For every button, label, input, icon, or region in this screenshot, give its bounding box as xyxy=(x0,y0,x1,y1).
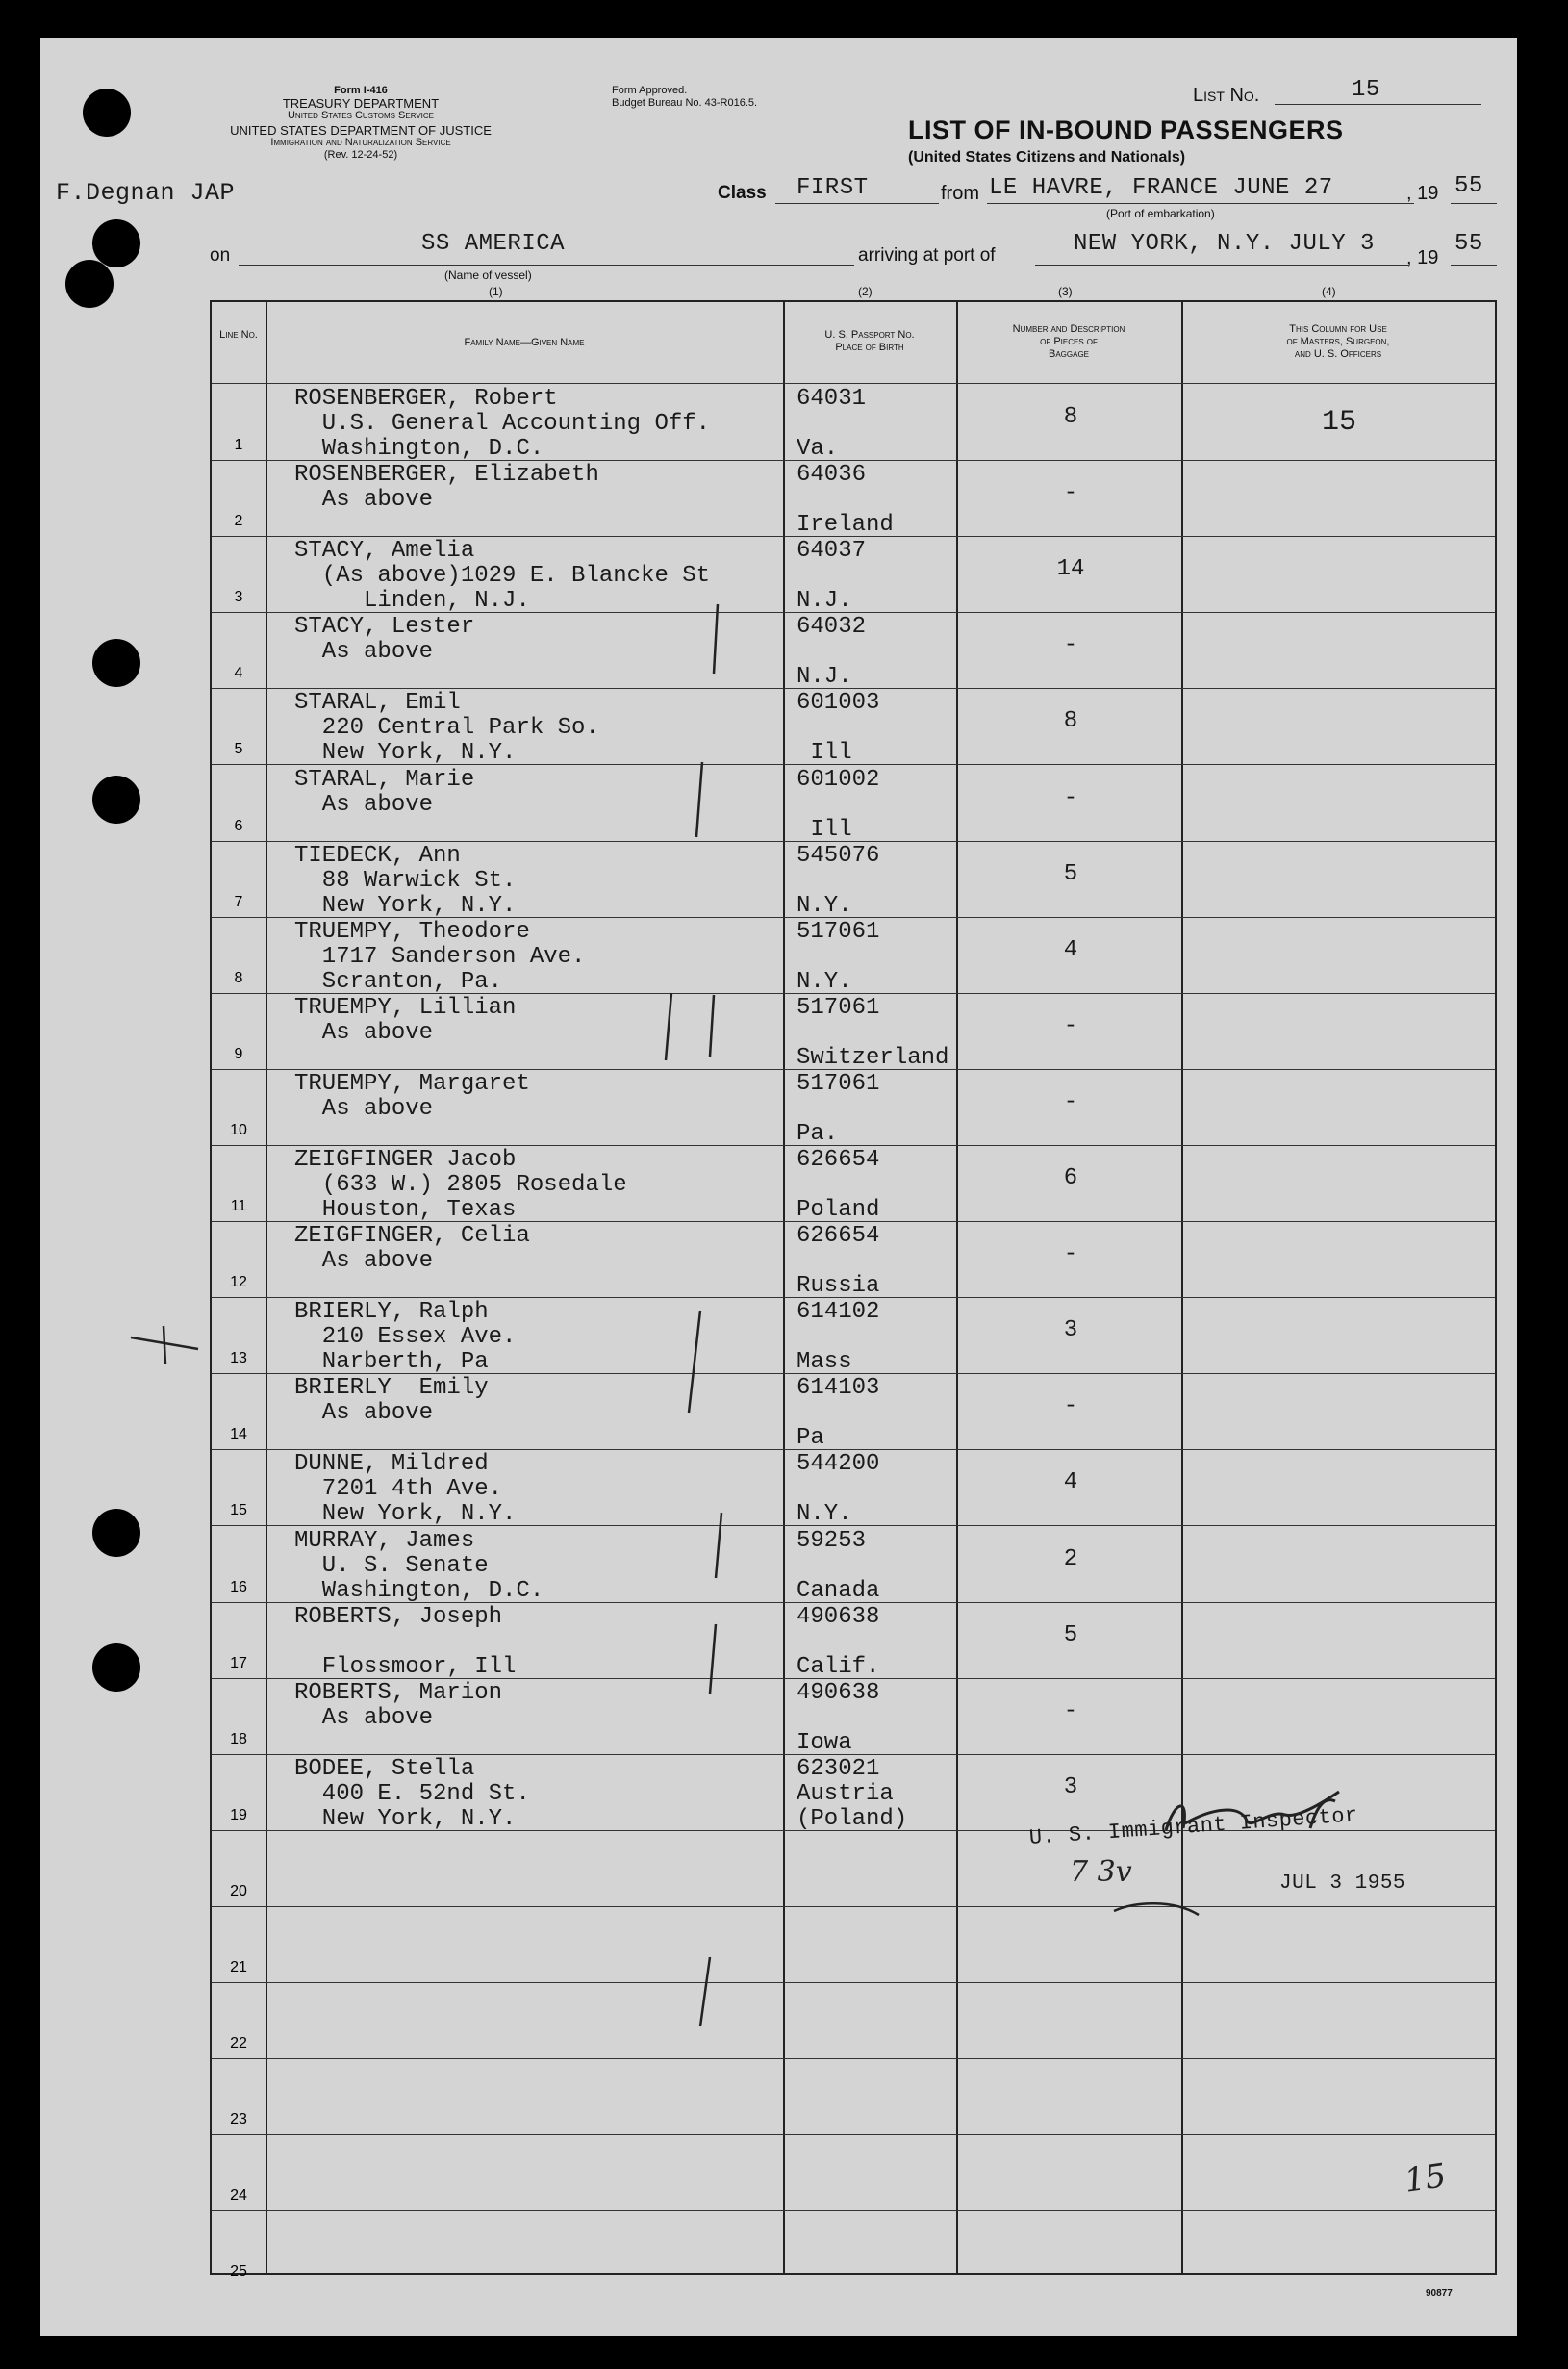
passport-number: 614103 xyxy=(797,1375,880,1402)
address-line: Scranton, Pa. xyxy=(294,968,503,995)
port-caption: (Port of embarkation) xyxy=(1106,207,1215,220)
passenger-name: TIEDECK, Ann xyxy=(294,842,461,869)
passenger-name: ROBERTS, Marion xyxy=(294,1679,503,1706)
address-line: As above xyxy=(294,1019,434,1046)
place-of-birth: Pa xyxy=(797,1425,824,1452)
passenger-name: BODEE, Stella xyxy=(294,1755,475,1782)
line-number: 23 xyxy=(230,2111,247,2128)
line-number: 1 xyxy=(234,437,243,453)
address-line: Narberth, Pa xyxy=(294,1349,489,1376)
form-approved: Form Approved. xyxy=(612,85,688,96)
inspector-signature xyxy=(1166,1792,1339,1830)
place-of-birth: Canada xyxy=(797,1577,880,1604)
place-of-birth: Ireland xyxy=(797,512,894,539)
address-line: 1717 Sanderson Ave. xyxy=(294,943,586,970)
passenger-name: STARAL, Marie xyxy=(294,766,475,793)
line-number: 13 xyxy=(230,1350,247,1367)
officer-use: 15 xyxy=(1321,406,1356,439)
address-line: (633 W.) 2805 Rosedale xyxy=(294,1172,627,1198)
header-officer-use: This Column for Use of Masters, Surgeon, and U. S. Officers xyxy=(1286,323,1390,360)
address-line: 7201 4th Ave. xyxy=(294,1476,503,1503)
baggage-count: 6 xyxy=(1063,1165,1078,1191)
treasury-label: TREASURY DEPARTMENT xyxy=(282,96,440,111)
inspection-date-stamp: JUL 3 1955 xyxy=(1279,1872,1406,1895)
column-number-3: (3) xyxy=(1058,285,1073,298)
address-line: New York, N.Y. xyxy=(294,892,517,919)
passenger-name: STACY, Lester xyxy=(294,614,475,641)
passport-number: 490638 xyxy=(797,1603,880,1630)
customs-label: United States Customs Service xyxy=(287,110,435,121)
place-of-birth: N.J. xyxy=(797,664,852,691)
line-number: 11 xyxy=(230,1198,247,1214)
address-line: 220 Central Park So. xyxy=(294,715,599,742)
passenger-name: ZEIGFINGER Jacob xyxy=(294,1147,517,1173)
line-number: 2 xyxy=(234,513,243,530)
baggage-count: - xyxy=(1063,1012,1078,1039)
class-value: FIRST xyxy=(797,175,869,201)
passport-number: 64032 xyxy=(797,614,867,641)
address-line: U.S. General Accounting Off. xyxy=(294,411,711,437)
address-line: Flossmoor, Ill xyxy=(294,1653,517,1680)
year-prefix-1: , 19 xyxy=(1406,183,1439,204)
place-of-birth: Mass xyxy=(797,1349,852,1376)
line-number: 21 xyxy=(230,1959,247,1975)
baggage-count: - xyxy=(1063,480,1078,507)
address-line: New York, N.Y. xyxy=(294,740,517,767)
column-number-1: (1) xyxy=(489,285,503,298)
address-line: As above xyxy=(294,639,434,666)
line-number: 5 xyxy=(234,741,243,758)
tick-marks xyxy=(666,604,721,2026)
address-line: As above xyxy=(294,1248,434,1275)
address-line: As above xyxy=(294,791,434,818)
tally-mark: 15 xyxy=(1402,2156,1449,2201)
line-number: 24 xyxy=(230,2187,247,2204)
address-line: As above xyxy=(294,1704,434,1731)
baggage-count: - xyxy=(1063,1241,1078,1268)
address-line: As above xyxy=(294,1400,434,1427)
passport-number: 490638 xyxy=(797,1679,880,1706)
passport-number: 614102 xyxy=(797,1299,880,1326)
line-number: 25 xyxy=(230,2263,247,2280)
baggage-count: 5 xyxy=(1063,860,1078,887)
address-line: 400 E. 52nd St. xyxy=(294,1780,530,1807)
passport-number: 626654 xyxy=(797,1147,880,1173)
justice-label: UNITED STATES DEPARTMENT OF JUSTICE xyxy=(230,123,492,138)
baggage-count: 8 xyxy=(1063,708,1078,735)
vessel-name: SS AMERICA xyxy=(421,231,566,257)
header-passport: U. S. Passport No. Place of Birth xyxy=(824,329,915,353)
year-1: 55 xyxy=(1454,173,1483,199)
passport-number: 517061 xyxy=(797,994,880,1021)
passport-number: 623021 xyxy=(797,1755,880,1782)
baggage-count: 4 xyxy=(1063,1469,1078,1496)
line-number: 22 xyxy=(230,2035,247,2052)
line-number: 19 xyxy=(230,1806,247,1823)
address-line: New York, N.Y. xyxy=(294,1501,517,1528)
passenger-name: STARAL, Emil xyxy=(294,690,461,717)
baggage-count: - xyxy=(1063,632,1078,659)
line-number: 6 xyxy=(234,817,243,834)
inspector-title: U. S. Immigrant Inspector xyxy=(1028,1803,1359,1850)
column-number-2: (2) xyxy=(858,285,873,298)
header-line-no: Line No. xyxy=(219,329,258,341)
baggage-count: - xyxy=(1063,784,1078,811)
place-of-birth: N.J. xyxy=(797,588,852,615)
place-of-birth: N.Y. xyxy=(797,1501,852,1528)
line-number: 20 xyxy=(230,1882,247,1899)
address-line: Houston, Texas xyxy=(294,1197,517,1223)
baggage-count: - xyxy=(1063,1393,1078,1420)
passenger-name: BRIERLY, Ralph xyxy=(294,1299,489,1326)
passenger-name: TRUEMPY, Margaret xyxy=(294,1070,530,1097)
place-of-birth: N.Y. xyxy=(797,968,852,995)
passport-number: 517061 xyxy=(797,1070,880,1097)
year-2: 55 xyxy=(1454,231,1483,257)
line-number: 7 xyxy=(234,893,243,910)
baggage-count: 3 xyxy=(1063,1317,1078,1344)
passport-number: 626654 xyxy=(797,1223,880,1250)
passport-number: 545076 xyxy=(797,842,880,869)
address-line: 210 Essex Ave. xyxy=(294,1324,517,1351)
header-name: Family Name—Given Name xyxy=(464,337,585,348)
line-number: 3 xyxy=(234,589,243,606)
header-baggage: Number and Description of Pieces of Baggage xyxy=(1012,323,1125,360)
passenger-name: MURRAY, James xyxy=(294,1527,475,1554)
arrival-port: NEW YORK, N.Y. JULY 3 xyxy=(1074,231,1375,257)
place-of-birth: Va. xyxy=(797,436,839,462)
passport-number: 601002 xyxy=(797,766,880,793)
arriving-label: arriving at port of xyxy=(858,245,996,266)
baggage-count: 3 xyxy=(1063,1773,1078,1800)
address-line: As above xyxy=(294,487,434,514)
note-underline xyxy=(1114,1903,1199,1915)
class-label: Class xyxy=(718,183,767,203)
from-label: from xyxy=(941,183,979,204)
passenger-name: ROSENBERGER, Robert xyxy=(294,386,558,412)
address-line: Linden, N.J. xyxy=(294,588,530,615)
address-line: As above xyxy=(294,1095,434,1122)
passport-number: 59253 xyxy=(797,1527,867,1554)
place-of-birth: Russia xyxy=(797,1273,880,1300)
place-of-birth: (Poland) xyxy=(797,1805,908,1832)
place-of-birth: Iowa xyxy=(797,1729,852,1756)
passenger-name: TRUEMPY, Theodore xyxy=(294,918,530,945)
vessel-caption: (Name of vessel) xyxy=(444,268,532,282)
address-line: U. S. Senate xyxy=(294,1552,489,1579)
passport-number: 517061 xyxy=(797,918,880,945)
line-number: 16 xyxy=(230,1578,247,1595)
year-prefix-2: , 19 xyxy=(1406,247,1439,268)
list-number-label: List No. xyxy=(1193,85,1260,106)
line-number: 8 xyxy=(234,969,243,986)
line-number: 10 xyxy=(230,1121,247,1138)
line-number: 14 xyxy=(230,1426,247,1443)
address-line: Washington, D.C. xyxy=(294,436,544,462)
baggage-count: - xyxy=(1063,1697,1078,1724)
column-number-4: (4) xyxy=(1322,285,1336,298)
page-title: LIST OF IN-BOUND PASSENGERS xyxy=(908,115,1344,144)
passenger-name: TRUEMPY, Lillian xyxy=(294,994,517,1021)
line-number: 15 xyxy=(230,1502,247,1519)
address-line: (As above)1029 E. Blancke St xyxy=(294,563,711,590)
baggage-count: 14 xyxy=(1056,556,1085,583)
form-number: Form I-416 xyxy=(334,85,388,96)
place-of-birth: Switzerland xyxy=(797,1044,949,1071)
baggage-count: 2 xyxy=(1063,1545,1078,1572)
baggage-count: 8 xyxy=(1063,404,1078,430)
footer-code: 90877 xyxy=(1426,2288,1453,2299)
revision-label: (Rev. 12-24-52) xyxy=(323,149,398,161)
passenger-name: STACY, Amelia xyxy=(294,538,475,565)
line-number: 4 xyxy=(234,665,243,682)
passenger-name: DUNNE, Mildred xyxy=(294,1451,489,1478)
passport-number: 544200 xyxy=(797,1451,880,1478)
budget-bureau: Budget Bureau No. 43-R016.5. xyxy=(612,97,758,109)
place-of-birth: Poland xyxy=(797,1197,880,1223)
passport-number: 64037 xyxy=(797,538,867,565)
passenger-name: BRIERLY Emily xyxy=(294,1375,489,1402)
address-line: New York, N.Y. xyxy=(294,1805,517,1832)
passport-number: 601003 xyxy=(797,690,880,717)
page-subtitle: (United States Citizens and Nationals) xyxy=(908,149,1186,166)
place-of-birth: Austria xyxy=(797,1780,894,1807)
address-line: Washington, D.C. xyxy=(294,1577,544,1604)
place-of-birth: Ill xyxy=(797,740,852,767)
line-number: 12 xyxy=(230,1274,247,1291)
cross-mark xyxy=(131,1326,198,1364)
ins-label: Immigration and Naturalization Service xyxy=(270,137,451,148)
address-line: 88 Warwick St. xyxy=(294,867,517,894)
line-number: 18 xyxy=(230,1730,247,1747)
passenger-name: ZEIGFINGER, Celia xyxy=(294,1223,530,1250)
embarkation-port: LE HAVRE, FRANCE JUNE 27 xyxy=(989,175,1333,201)
place-of-birth: Calif. xyxy=(797,1653,880,1680)
passport-number: 64031 xyxy=(797,386,867,412)
place-of-birth: N.Y. xyxy=(797,892,852,919)
passenger-name: ROSENBERGER, Elizabeth xyxy=(294,462,599,489)
place-of-birth: Pa. xyxy=(797,1120,839,1147)
passport-number: 64036 xyxy=(797,462,867,489)
handwritten-note: 7 3v xyxy=(1070,1855,1132,1889)
line-number: 9 xyxy=(234,1045,243,1062)
line-number: 17 xyxy=(230,1654,247,1671)
on-label: on xyxy=(210,245,231,266)
baggage-count: 4 xyxy=(1063,936,1078,963)
baggage-count: 5 xyxy=(1063,1621,1078,1648)
place-of-birth: Ill xyxy=(797,816,852,843)
passenger-name: ROBERTS, Joseph xyxy=(294,1603,503,1630)
annotator-initials: F.Degnan JAP xyxy=(56,179,236,207)
list-number: 15 xyxy=(1352,77,1380,103)
baggage-count: - xyxy=(1063,1088,1078,1115)
